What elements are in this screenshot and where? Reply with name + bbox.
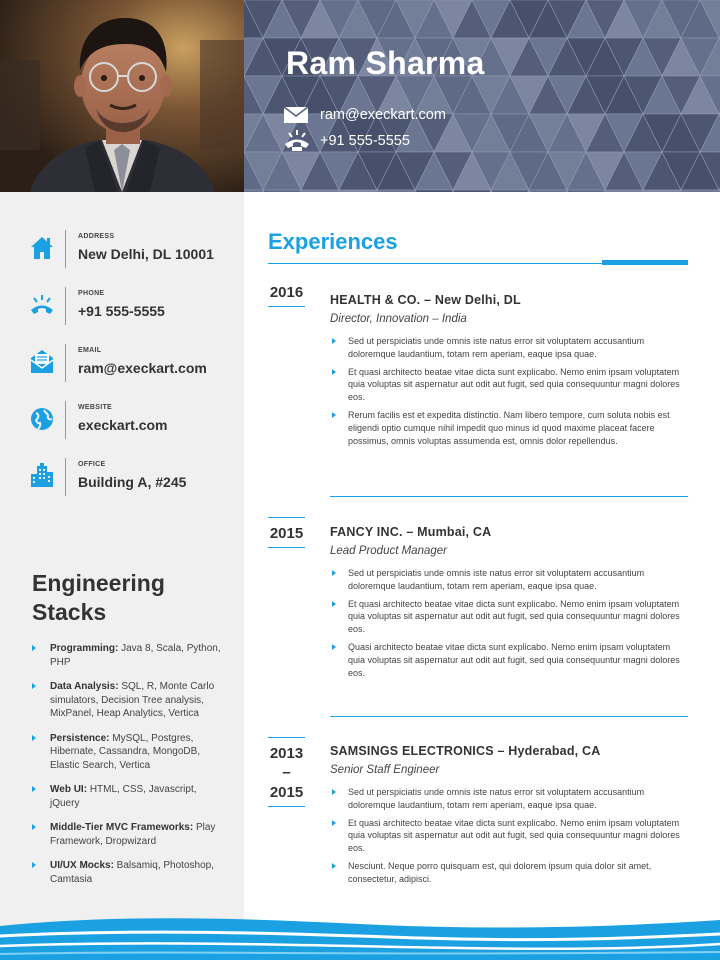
job-location: – Hyderabad, CA (497, 744, 601, 758)
footer-waves (0, 908, 720, 960)
header-email-row (284, 104, 446, 126)
contact-divider (65, 458, 66, 496)
header-phone-row (284, 130, 410, 152)
bullet-text: Sed ut perspiciatis unde omnis iste natus error sit voluptatem accusantium doloremque laudantium, totam rem aperiam, eaque ipsa quae. (348, 787, 645, 810)
banner-triangle (263, 190, 301, 192)
list-item (330, 366, 688, 404)
contact-address (30, 230, 235, 268)
contact-value: New Delhi, DL 10001 (78, 246, 214, 262)
contact-value: Building A, #245 (78, 474, 187, 490)
banner-triangle (567, 190, 605, 192)
contact-value: +91 555-5555 (78, 303, 165, 319)
job-company: FANCY INC. (330, 525, 403, 539)
job-location: – Mumbai, CA (406, 525, 492, 539)
bullet-text: Et quasi architecto beatae vitae dicta sunt explicabo. Nemo enim ipsam voluptatem quia voluptas sit aspernatur aut odit aut fugit, sed quia consequuntur magni dolores eos. (348, 598, 680, 635)
job-role: Lead Product Manager (330, 545, 447, 557)
profile-photo (0, 0, 244, 192)
list-item (330, 817, 688, 855)
stacks-heading (32, 569, 165, 627)
job-bullets (330, 786, 688, 886)
banner-triangle (529, 190, 567, 192)
job-entry (330, 525, 688, 684)
bullet-arrow-icon (332, 369, 336, 375)
job-entry (330, 293, 688, 452)
list-item (32, 642, 222, 669)
contact-office (30, 458, 235, 496)
list-item (330, 860, 688, 886)
bullet-text: Et quasi architecto beatae vitae dicta sunt explicabo. Nemo enim ipsam voluptatem quia voluptas sit aspernatur aut odit aut fugit, sed quia consequuntur magni dolores eos. (348, 817, 680, 854)
job-company-line (330, 293, 688, 307)
job-company: SAMSINGS ELECTRONICS (330, 744, 494, 758)
job-year-start: 2013 (269, 745, 304, 762)
stacks-list (32, 642, 222, 897)
job-role: Director, Innovation – India (330, 313, 467, 325)
bullet-arrow-icon (332, 789, 336, 795)
job-company-line (330, 744, 688, 758)
job-year-end: 2015 (269, 784, 304, 801)
envelope-icon (284, 104, 310, 126)
contact-label: EMAIL (78, 347, 102, 354)
bullet-arrow-icon (332, 412, 336, 418)
contact-website (30, 401, 235, 439)
job-company: HEALTH & CO. (330, 293, 421, 307)
office-building-icon (30, 462, 54, 488)
experiences-rule-accent (602, 260, 688, 265)
stacks-heading-line1: Engineering (32, 570, 165, 596)
bullet-text: Sed ut perspiciatis unde omnis iste natus error sit voluptatem accusantium doloremque laudantium, totam rem aperiam, eaque ipsa quae. (348, 336, 645, 359)
bullet-text: Nesciunt. Neque porro quisquam est, qui dolorem ipsum quia dolor sit amet, consectetur, adipisci. (348, 860, 652, 884)
stack-label: UI/UX Mocks: (50, 860, 114, 871)
contact-divider (65, 287, 66, 325)
stack-label: Data Analysis: (50, 681, 119, 692)
contact-label: WEBSITE (78, 404, 112, 411)
experiences-heading: Experiences (268, 229, 398, 254)
job-company-line (330, 525, 688, 539)
header-phone[interactable]: +91 555-5555 (320, 133, 410, 149)
banner-triangle (453, 190, 491, 192)
stack-text: Balsamiq, Photoshop, Camtasia (50, 860, 214, 885)
bullet-text: Et quasi architecto beatae vitae dicta sunt explicabo. Nemo enim ipsam voluptatem quia voluptas sit aspernatur aut odit aut fugit, sed quia consequuntur magni dolores eos. (348, 366, 680, 403)
list-item (330, 335, 688, 361)
job-year-text: 2016 (269, 284, 304, 301)
globe-icon (30, 405, 54, 431)
job-year-text: 2015 (269, 525, 304, 542)
stack-text: MySQL, Postgres, Hibernate, Cassandra, MongoDB, Elastic Search, Vertica (50, 732, 201, 771)
banner-triangle (339, 190, 377, 192)
contact-label: PHONE (78, 290, 105, 297)
candidate-name: Ram Sharma (286, 45, 485, 81)
banner-triangle (605, 190, 643, 192)
job-separator (330, 716, 688, 717)
job-year (268, 737, 305, 807)
bullet-arrow-icon (32, 824, 36, 830)
bullet-text: Quasi architecto beatae vitae dicta sunt explicabo. Nemo enim ipsam voluptatem quia voluptas sit aspernatur aut odit aut fugit, sed quia consequuntur magni dolores eos. (348, 641, 680, 678)
job-bullets (330, 567, 688, 679)
job-year (268, 517, 305, 548)
list-item (32, 821, 222, 848)
phone-icon (30, 291, 54, 317)
banner-triangle (244, 190, 263, 192)
list-item (330, 598, 688, 636)
bullet-arrow-icon (332, 863, 336, 869)
list-item (32, 859, 222, 886)
list-item (330, 567, 688, 593)
contact-label: ADDRESS (78, 233, 115, 240)
contact-divider (65, 401, 66, 439)
year-underline (268, 547, 305, 548)
contact-phone (30, 287, 235, 325)
job-year-dash: – (282, 764, 291, 781)
list-item (32, 732, 222, 773)
job-entry (330, 744, 688, 891)
contact-value[interactable]: execkart.com (78, 417, 168, 433)
stack-text: Play Framework, Dropwizard (50, 822, 216, 847)
contact-email (30, 344, 235, 382)
year-underline (268, 806, 305, 807)
banner-triangle (415, 190, 453, 192)
contact-divider (65, 230, 66, 268)
bullet-arrow-icon (332, 338, 336, 344)
stack-text: HTML, CSS, Javascript, jQuery (50, 784, 197, 809)
stack-label: Middle-Tier MVC Frameworks: (50, 822, 194, 833)
job-separator (330, 496, 688, 497)
list-item (330, 641, 688, 679)
envelope-open-icon (30, 348, 54, 374)
bullet-arrow-icon (332, 570, 336, 576)
job-location: – New Delhi, DL (424, 293, 521, 307)
contact-label: OFFICE (78, 461, 106, 468)
bullet-arrow-icon (332, 644, 336, 650)
banner-triangle (643, 190, 681, 192)
bullet-arrow-icon (32, 735, 36, 741)
year-underline (268, 306, 305, 307)
contact-divider (65, 344, 66, 382)
header-email[interactable]: ram@execkart.com (320, 107, 446, 123)
ringing-phone-icon (284, 130, 310, 152)
bullet-arrow-icon (32, 862, 36, 868)
list-item (330, 409, 688, 447)
bullet-arrow-icon (332, 601, 336, 607)
bullet-arrow-icon (32, 683, 36, 689)
banner-triangle (491, 190, 529, 192)
job-year (268, 284, 305, 307)
header-banner (244, 0, 720, 192)
stack-text: SQL, R, Monte Carlo simulators, Decision Tree analysis, MixPanel, Heap Analytics, Vertica (50, 681, 215, 719)
stack-label: Persistence: (50, 732, 110, 744)
bullet-text: Sed ut perspiciatis unde omnis iste natus error sit voluptatem accusantium doloremque laudantium, totam rem aperiam, eaque ipsa quae. (348, 568, 645, 591)
list-item (330, 786, 688, 812)
list-item (32, 783, 222, 810)
stacks-heading-line2: Stacks (32, 599, 107, 625)
bullet-arrow-icon (32, 786, 36, 792)
contact-value[interactable]: ram@execkart.com (78, 360, 207, 376)
bullet-text: Rerum facilis est et expedita distinctio. Nam libero tempore, cum soluta nobis est eligendi optio cumque nihil impedit quo minus id quod maxime placeat facere possimus, omnis voluptas assumenda est, omnis dolor repellendus. (348, 409, 670, 446)
bullet-arrow-icon (32, 645, 36, 651)
banner-triangle (377, 190, 415, 192)
stack-label: Web UI: (50, 784, 88, 795)
list-item (32, 680, 222, 721)
job-bullets (330, 335, 688, 447)
banner-triangle (301, 190, 339, 192)
banner-triangle (681, 190, 719, 192)
stack-label: Programming: (50, 643, 119, 654)
stack-text: Java 8, Scala, Python, PHP (50, 643, 221, 668)
bullet-arrow-icon (332, 820, 336, 826)
home-icon (30, 234, 54, 260)
job-role: Senior Staff Engineer (330, 764, 440, 776)
